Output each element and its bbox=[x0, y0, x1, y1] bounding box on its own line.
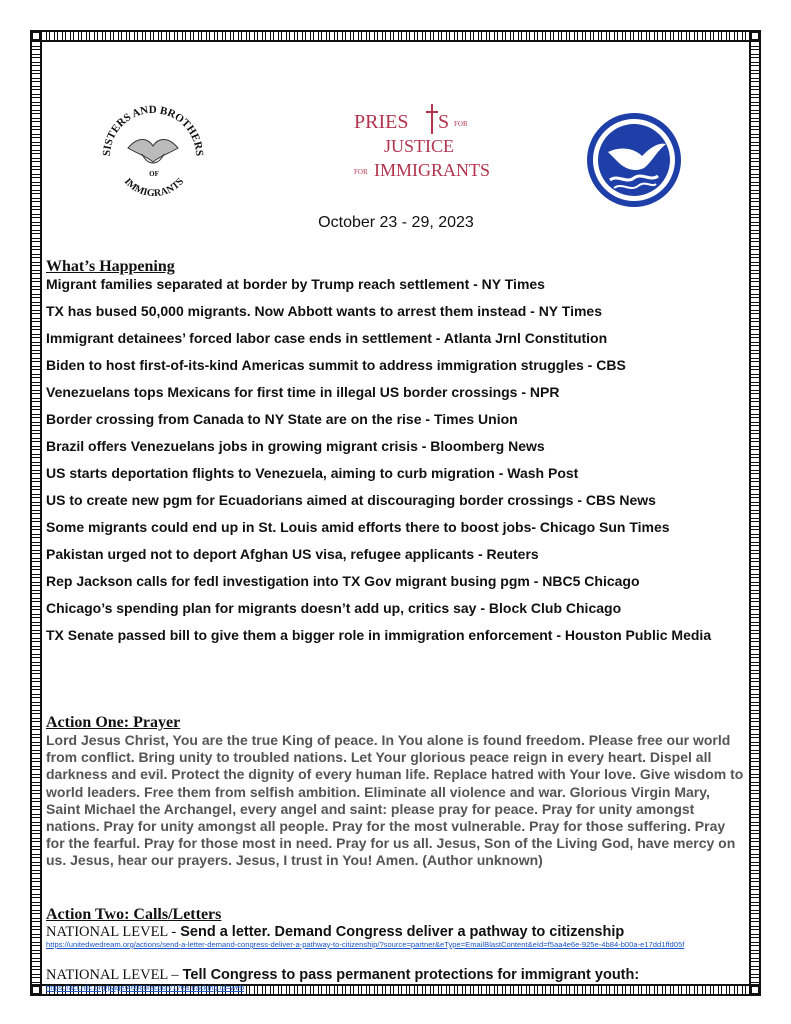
svg-text:SISTERS AND BROTHERS: SISTERS AND BROTHERS bbox=[100, 103, 206, 157]
whats-happening-section bbox=[46, 258, 746, 654]
spacer bbox=[46, 950, 746, 967]
svg-text:JUSTICE: JUSTICE bbox=[384, 136, 455, 156]
svg-text:FOR: FOR bbox=[454, 120, 468, 128]
dove-logo bbox=[586, 112, 682, 208]
action-two-section bbox=[46, 906, 746, 992]
border-left bbox=[30, 30, 42, 996]
call-level: NATIONAL LEVEL - bbox=[46, 924, 177, 940]
border-top bbox=[30, 30, 761, 42]
news-item: Migrant families separated at border by Trump reach settlement - NY Times bbox=[46, 276, 545, 292]
svg-text:OF: OF bbox=[149, 170, 159, 178]
call-text: Send a letter. Demand Congress deliver a pathway to citizenship bbox=[176, 924, 625, 940]
news-item: Brazil offers Venezuelans jobs in growing migrant crisis - Bloomberg News bbox=[46, 438, 545, 454]
call-level: NATIONAL LEVEL – bbox=[46, 966, 179, 983]
news-item: US to create new pgm for Ecuadorians aimed at discouraging border crossings - CBS News bbox=[46, 492, 656, 508]
news-item: Rep Jackson calls for fedl investigation into TX Gov migrant busing pgm - NBC5 Chicago bbox=[46, 573, 640, 589]
priests-for-justice-logo bbox=[346, 100, 516, 180]
call-link[interactable]: https://unitedwedream.org/actions/send-a-letter-demand-congress-deliver-a-pathway-to-citizenship/?source=partner&eType=EmailBlastContent&eId=f5aa4e6e-925e-4b84-b00a-e17dd1ffd05f bbox=[46, 940, 685, 949]
news-item: Venezuelans tops Mexicans for first time in illegal US border crossings - NPR bbox=[46, 384, 560, 400]
news-item: Pakistan urged not to deport Afghan US visa, refugee applicants - Reuters bbox=[46, 546, 539, 562]
svg-text:IMMIGRANTS: IMMIGRANTS bbox=[374, 160, 491, 180]
border-corner bbox=[30, 984, 42, 996]
border-corner bbox=[30, 30, 42, 42]
section-heading: Action Two: Calls/Letters bbox=[46, 906, 222, 923]
call-item bbox=[46, 924, 746, 940]
logo-row bbox=[46, 42, 746, 212]
svg-text:IMMIGRANTS: IMMIGRANTS bbox=[121, 176, 187, 200]
section-heading: What’s Happening bbox=[46, 258, 175, 275]
section-heading: Action One: Prayer bbox=[46, 714, 181, 731]
news-item: Border crossing from Canada to NY State are on the rise - Times Union bbox=[46, 411, 518, 427]
border-right bbox=[749, 30, 761, 996]
prayer-text: Lord Jesus Christ, You are the true King of peace. In You alone is found freedom. Please free our world from conflict. Bring unity to troubled nations. Let Your glorious peace reign in every heart. Dispel all darkness and evil. Protect the dignity of every human life. Replace hatred with Your love. Give wisdom to world leaders. Free them from selfish ambition. Eliminate all violence and war. Glorious Virgin Mary, Saint Michael the Archangel, every angel and saint: please pray for peace. Pray for unity amongst nations. Pray for unity amongst all people. Pray for the most vulnerable. Pray for those suffering. Pray for the fearful. Pray for those most in need. Pray for us all. Jesus, Son of the Living God, have mercy on us. Jesus, hear our prayers. Jesus, I trust in You! Amen. (Author unknown) bbox=[46, 732, 744, 869]
call-text: Tell Congress to pass permanent protections for immigrant youth: bbox=[178, 966, 640, 983]
svg-text:S: S bbox=[438, 111, 450, 133]
news-item: Some migrants could end up in St. Louis amid efforts there to boost jobs- Chicago Sun Times bbox=[46, 519, 670, 535]
border-corner bbox=[749, 30, 761, 42]
news-item: Biden to host first-of-its-kind Americas summit to address immigration struggles - CBS bbox=[46, 357, 626, 373]
page-content bbox=[46, 42, 746, 992]
news-item: TX Senate passed bill to give them a bigger role in immigration enforcement - Houston Public Media bbox=[46, 627, 712, 643]
svg-text:FOR: FOR bbox=[354, 168, 368, 176]
call-item bbox=[46, 967, 746, 983]
action-one-section bbox=[46, 714, 746, 870]
news-item: Immigrant detainees’ forced labor case ends in settlement - Atlanta Jrnl Constitution bbox=[46, 330, 608, 346]
border-corner bbox=[749, 984, 761, 996]
svg-text:PRIES: PRIES bbox=[354, 111, 409, 133]
news-item: Chicago’s spending plan for migrants doesn’t add up, critics say - Block Club Chicago bbox=[46, 600, 622, 616]
news-item: TX has bused 50,000 migrants. Now Abbott wants to arrest them instead - NY Times bbox=[46, 303, 602, 319]
call-link[interactable]: https://act.nilc.org/page/46080/action/1?ea.tracking.id=web bbox=[46, 982, 245, 992]
sisters-brothers-logo bbox=[98, 96, 208, 206]
news-item: US starts deportation flights to Venezuela, aiming to curb migration - Wash Post bbox=[46, 465, 579, 481]
newsletter-date: October 23 - 29, 2023 bbox=[318, 214, 474, 231]
